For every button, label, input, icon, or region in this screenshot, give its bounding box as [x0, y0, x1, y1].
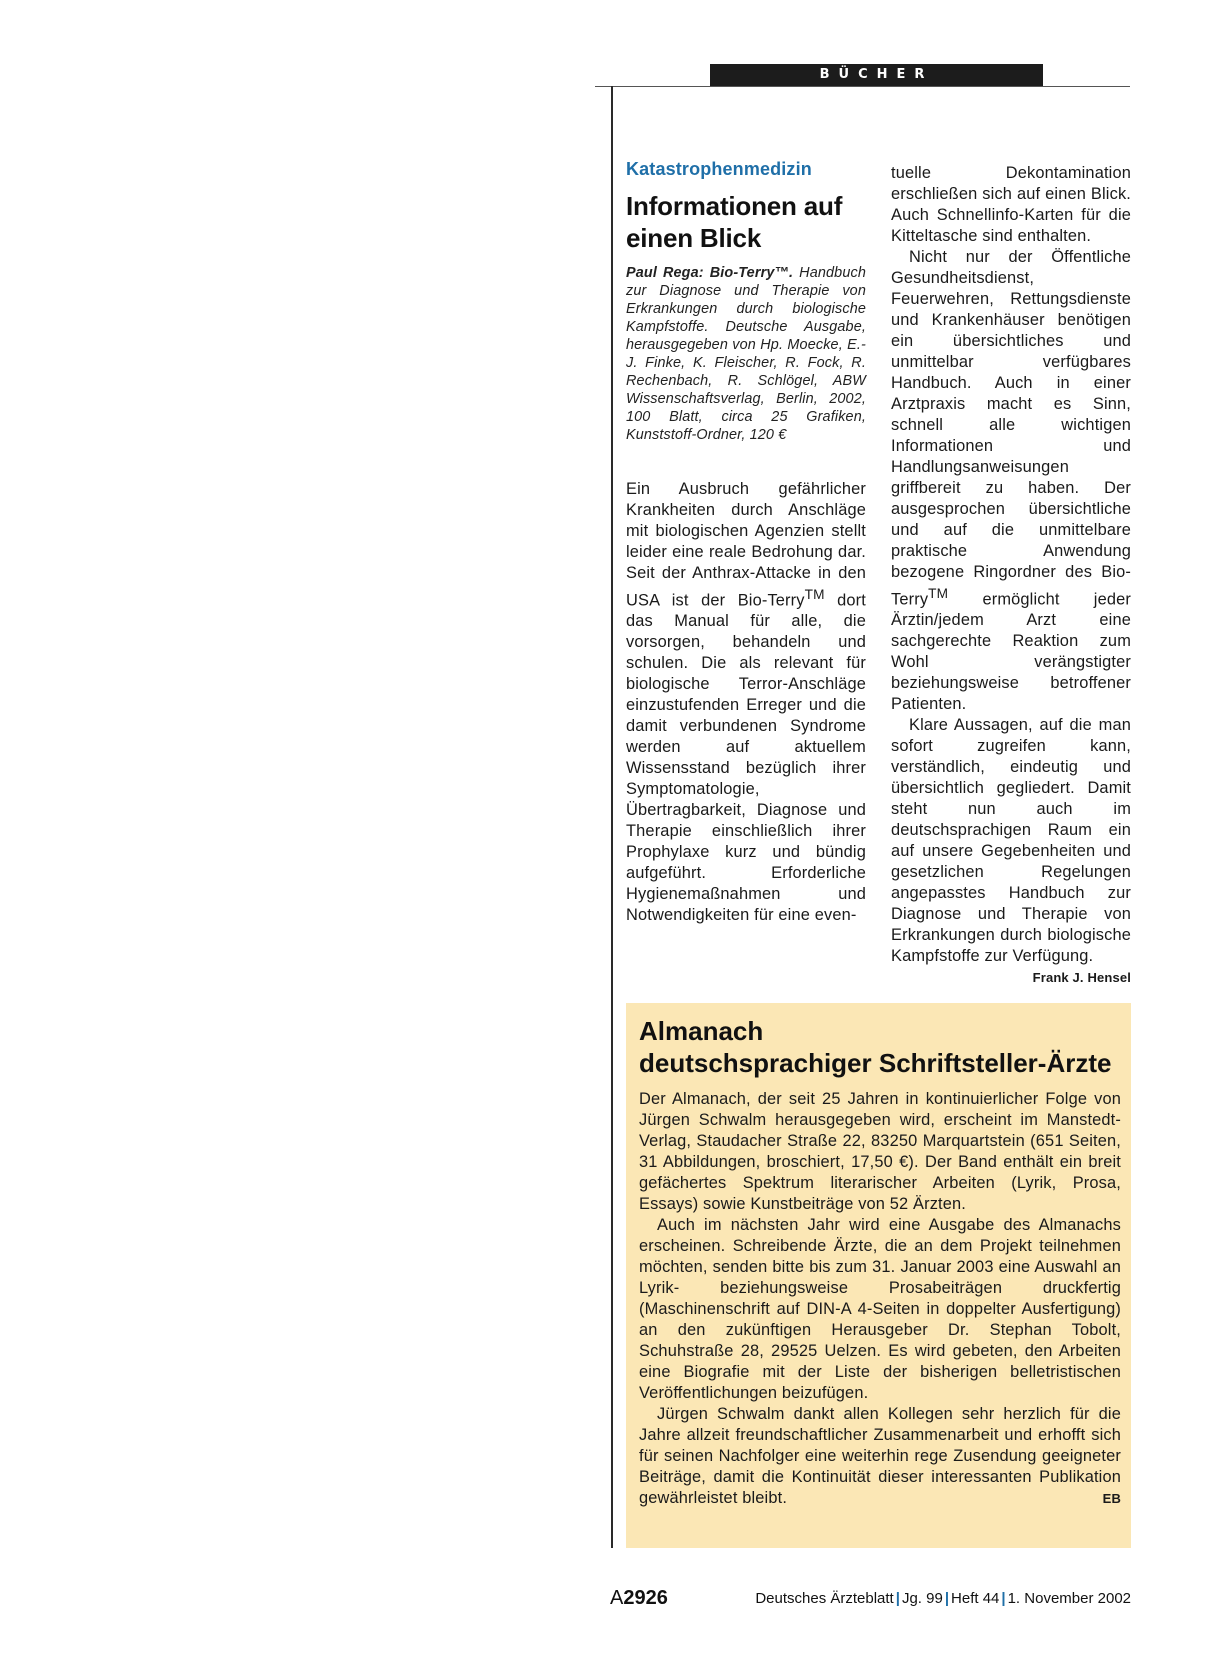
citation-details: Handbuch zur Diagnose und Therapie von Erkrankungen durch biologische Kampfstoffe. Deutsche Ausgabe, herausgegeben von Hp. Moecke, E.-J. Finke, K. Fleischer, R. Fock, R. Rechenbach, R. Schlögel, ABW Wissenschaftsverlag, Berlin, 2002, 100 Blatt, circa 25 Grafiken, Kunststoff-Ordner, 120 € [626, 265, 866, 443]
journal-info: Deutsches Ärzteblatt | Jg. 99 | Heft 44 | 1. November 2002 [755, 1590, 1131, 1607]
section-header: BÜCHER [710, 64, 1043, 86]
box-paragraph-3: Jürgen Schwalm dankt allen Kollegen sehr herzlich für die Jahre allzeit freundschaftlicher Zusammenarbeit und erhofft sich für seinen Nachfolger eine weiterhin rege Zusendung geeigneter Beiträge, damit die Kontinuität dieser interessanten Publikation gewährleistet bleibt. EB [639, 1405, 1121, 1507]
journal-issue: Heft 44 [951, 1590, 1000, 1607]
page-number: A2926 [610, 1587, 668, 1609]
article-column-1 [626, 158, 866, 926]
article-kicker: Katastrophenmedizin [626, 159, 812, 179]
journal-volume: Jg. 99 [901, 1590, 943, 1607]
article-signature: Frank J. Hensel [1032, 970, 1131, 986]
journal-date: 1. November 2002 [1007, 1590, 1131, 1607]
journal-name: Deutsches Ärzteblatt [755, 1590, 894, 1607]
almanach-box [626, 1003, 1131, 1548]
article-paragraph-1a: Ein Ausbruch gefährlicher Krankheiten durch Anschläge mit biologischen Agenzien stellt leider eine reale Bedrohung dar. Seit der Anthrax-Attacke in den USA ist der Bio-Terry™ dort das Manual für alle, die vorsorgen, behandeln und schulen. Die als relevant für biologische Terror-Anschläge einzustufenden Erreger und die damit verbundenen Syndrome werden auf aktuellem Wissensstand bezüglich ihrer Symptomatologie, Übertragbarkeit, Diagnose und Therapie einschließlich ihrer Prophylaxe kurz und bündig aufgeführt. Erforderliche Hygienemaßnahmen und Notwendigkeiten für eine even- [626, 480, 866, 925]
article-paragraph-3: Klare Aussagen, auf die man sofort zugreifen kann, verständlich, eindeutig und übersichtlich gegliedert. Damit steht nun auch im deutschsprachigen Raum ein auf unsere Gegebenheiten und gesetzlichen Regelungen angepasstes Handbuch zur Diagnose und Therapie von Erkrankungen durch biologische Kampfstoffe zur Verfügung. Frank J. Hensel [891, 715, 1131, 967]
box-title: Almanach deutschsprachiger Schriftsteller-Ärzte [639, 1016, 1112, 1078]
box-paragraph-2: Auch im nächsten Jahr wird eine Ausgabe des Almanachs erscheinen. Schreibende Ärzte, die an dem Projekt teilnehmen möchten, senden bitte bis zum 31. Januar 2003 eine Auswahl an Lyrik- beziehungsweise Prosabeiträgen druckfertig (Maschinenschrift auf DIN-A 4-Seiten in doppelter Ausfertigung) an den zukünftigen Herausgeber Dr. Stephan Tobolt, Schuhstraße 28, 29525 Uelzen. Es wird gebeten, den Arbeiten eine Biografie mit der Liste der bisherigen belletristischen Veröffentlichungen beizufügen. [639, 1216, 1121, 1402]
article-paragraph-1b: tuelle Dekontamination erschließen sich auf einen Blick. Auch Schnellinfo-Karten für die Kitteltasche sind enthalten. [891, 164, 1131, 245]
box-text [639, 1089, 1121, 1509]
book-citation [626, 264, 866, 444]
page-footer [610, 1586, 1131, 1610]
column-rule [611, 86, 613, 1548]
header-rule [595, 86, 1130, 87]
citation-author: Paul Rega: Bio-Terry™. [626, 265, 794, 281]
article-column-2 [891, 163, 1131, 988]
box-signature: EB [1102, 1491, 1121, 1506]
article-paragraph-2: Nicht nur der Öffentliche Gesundheitsdienst, Feuerwehren, Rettungsdienste und Krankenhäuser benötigen ein übersichtliches und unmittelbar verfügbares Handbuch. Auch in einer Arztpraxis macht es Sinn, schnell alle wichtigen Informationen und Handlungsanweisungen griffbereit zu haben. Der ausgesprochen übersichtliche und auf die unmittelbare praktische Anwendung bezogene Ringordner des Bio-Terry™ ermöglicht jeder Ärztin/jedem Arzt eine sachgerechte Reaktion zum Wohl verängstigter beziehungsweise betroffener Patienten. [891, 248, 1131, 714]
article-headline: Informationen auf einen Blick [626, 191, 843, 253]
box-paragraph-1: Der Almanach, der seit 25 Jahren in kontinuierlicher Folge von Jürgen Schwalm herausgegeben wird, erscheint im Manstedt-Verlag, Staudacher Straße 22, 83250 Marquartstein (651 Seiten, 31 Abbildungen, broschiert, 17,50 €). Der Band enthält ein breit gefächertes Spektrum literarischer Arbeiten (Lyrik, Prosa, Essays) sowie Kunstbeiträge von 52 Ärzten. [639, 1090, 1121, 1213]
